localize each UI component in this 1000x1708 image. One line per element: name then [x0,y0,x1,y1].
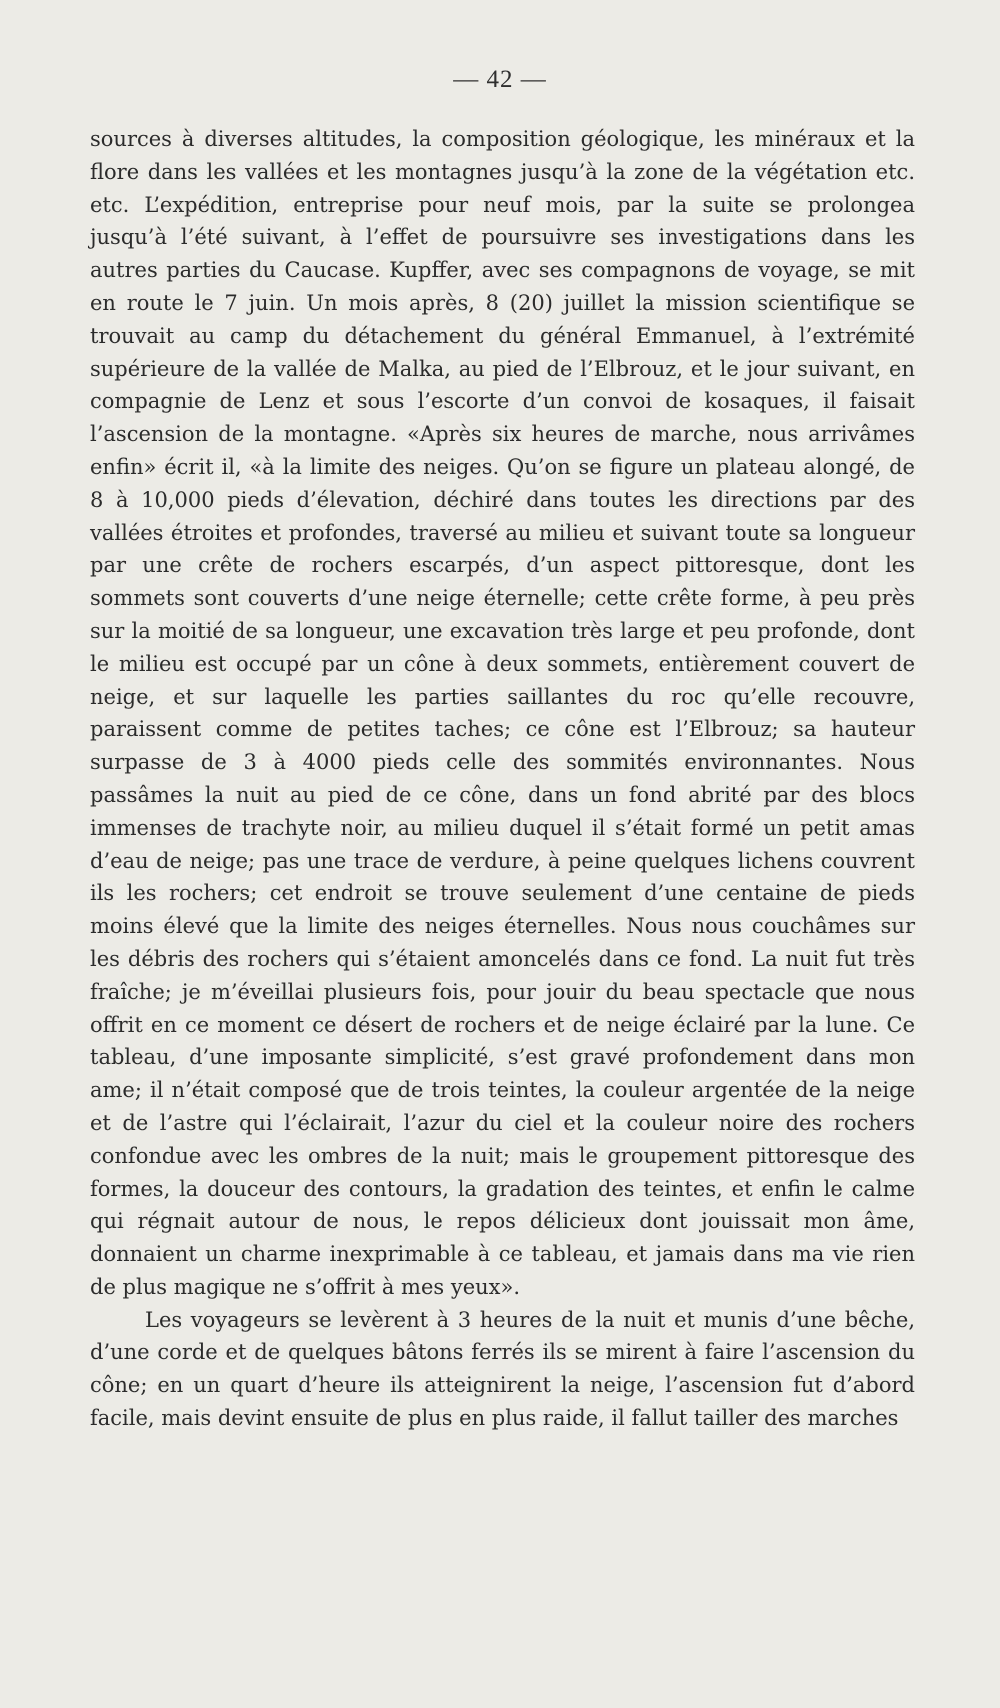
body-text [90,123,915,1435]
paragraph-1: sources à diverses altitudes, la composition géologique, les minéraux et la flore dans les vallées et les montagnes jusqu’à la zone de la végétation etc. etc. L’expédition, entreprise pour neuf mois, par la suite se prolongea jusqu’à l’été suivant, à l’effet de poursuivre ses investigations dans les autres parties du Caucase. Kupffer, avec ses compagnons de voyage, se mit en route le 7 juin. Un mois après, 8 (20) juillet la mission scientifique se trouvait au camp du détachement du général Emmanuel, à l’extrémité supérieure de la vallée de Malka, au pied de l’Elbrouz, et le jour suivant, en compagnie de Lenz et sous l’escorte d’un convoi de kosaques, il faisait l’ascension de la montagne. «Après six heures de marche, nous arrivâmes enfin» écrit il, «à la limite des neiges. Qu’on se figure un plateau alongé, de 8 à 10,000 pieds d’élevation, déchiré dans toutes les directions par des vallées étroites et profondes, traversé au milieu et suivant toute sa longueur par une crête de rochers escarpés, d’un aspect pittoresque, dont les sommets sont couverts d’une neige éternelle; cette crête forme, à peu près sur la moitié de sa longueur, une excavation très large et peu profonde, dont le milieu est occupé par un cône à deux sommets, entièrement couvert de neige, et sur laquelle les parties saillantes du roc qu’elle recouvre, paraissent comme de petites taches; ce cône est l’Elbrouz; sa hauteur surpasse de 3 à 4000 pieds celle des sommités environnantes. Nous passâmes la nuit au pied de ce cône, dans un fond abrité par des blocs immenses de trachyte noir, au milieu duquel il s’était formé un petit amas d’eau de neige; pas une trace de verdure, à peine quelques lichens couvrent ils les rochers; cet endroit se trouve seulement d’une centaine de pieds moins élevé que la limite des neiges éternelles. Nous nous couchâmes sur les débris des rochers qui s’étaient amoncelés dans ce fond. La nuit fut très fraîche; je m’éveillai plusieurs fois, pour jouir du beau spectacle que nous offrit en ce moment ce désert de rochers et de neige éclairé par la lune. Ce tableau, d’une imposante simplicité, s’est gravé profondement dans mon ame; il n’était composé que de trois teintes, la couleur argentée de la neige et de l’astre qui l’éclairait, l’azur du ciel et la couleur noire des rochers confondue avec les ombres de la nuit; mais le groupement pittoresque des formes, la douceur des contours, la gradation des teintes, et enfin le calme qui régnait autour de nous, le repos délicieux dont jouissait mon âme, donnaient un charme inexprimable à ce tableau, et jamais dans ma vie rien de plus magique ne s’offrit à mes yeux». [90,127,915,1299]
page-number: — 42 — [453,66,547,93]
paragraph-2: Les voyageurs se levèrent à 3 heures de la nuit et munis d’une bêche, d’une corde et de quelques bâtons ferrés ils se mirent à faire l’ascension du cône; en un quart d’heure ils atteignirent la neige, l’ascension fut d’abord facile, mais devint ensuite de plus en plus raide, il fallut tailler des marches [90,1307,915,1431]
